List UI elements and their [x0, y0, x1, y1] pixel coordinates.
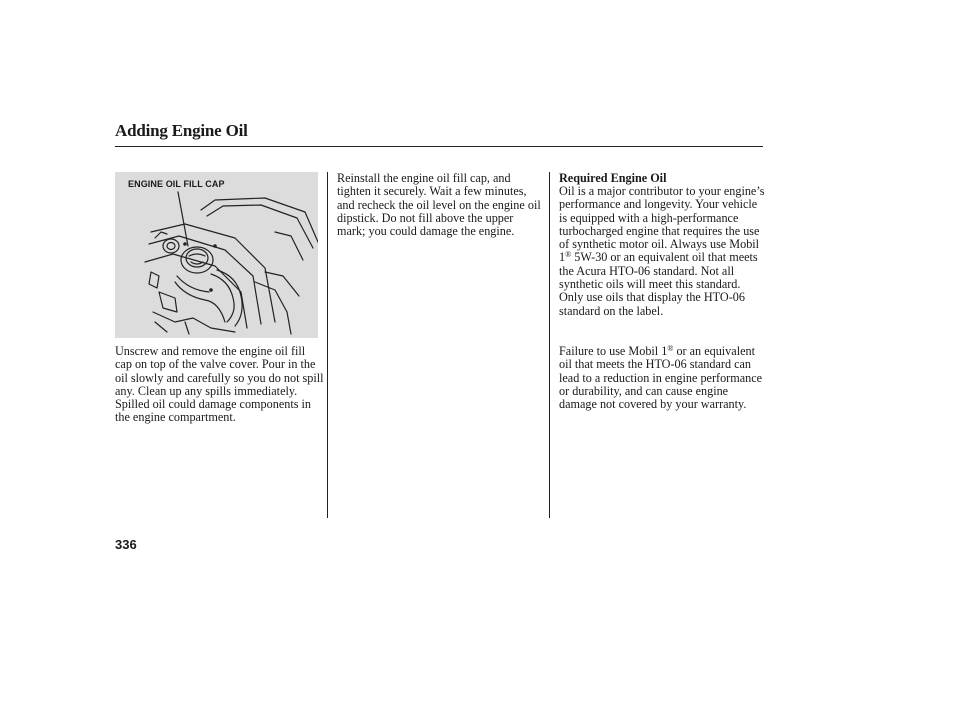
- section-heading: Required Engine Oil: [559, 171, 667, 185]
- registered-mark: ®: [565, 250, 572, 260]
- col3-paragraph-1: [559, 185, 765, 318]
- engine-bay-drawing: [115, 172, 318, 338]
- figure-label: ENGINE OIL FILL CAP: [128, 179, 225, 189]
- page-title: Adding Engine Oil: [115, 121, 248, 140]
- registered-mark-2: ®: [667, 344, 674, 353]
- column-divider-1: [327, 172, 328, 518]
- col3-p1-text-a: Oil is a major contributor to your engine’s performance and longevity. Your vehicle is equipped with a high-performance turbocharged engine that requires the use of synthetic motor oil. Always use Mobil 1: [559, 184, 765, 265]
- col3-p1-text-b: 5W-30 or an equivalent oil that meets the Acura HTO-06 standard. Not all synthetic oils will meet this standard. Only use oils that display the HTO-06 standard on the label.: [559, 250, 758, 318]
- title-rule: [115, 146, 763, 147]
- page-number: 336: [115, 537, 137, 552]
- col1-paragraph: Unscrew and remove the engine oil fill cap on top of the valve cover. Pour in the oil slowly and carefully so you do not spill any. Clean up any spills immediately. Spilled oil could damage components in the engine compartment.: [115, 344, 324, 425]
- col3-p2-text-b: or an equivalent oil that meets the HTO-06 standard can lead to a reduction in engine performance or durability, and can cause engine damage not covered by your warranty.: [559, 344, 763, 412]
- col3-paragraph-2: [559, 345, 765, 411]
- col2-paragraph: Reinstall the engine oil fill cap, and tighten it securely. Wait a few minutes, and recheck the oil level on the engine oil dipstick. Do not fill above the upper mark; you could damage the engine.: [337, 171, 541, 239]
- engine-illustration: [115, 172, 318, 338]
- col3-p2-text-a: Failure to use Mobil 1: [559, 344, 668, 358]
- column-divider-2: [549, 172, 550, 518]
